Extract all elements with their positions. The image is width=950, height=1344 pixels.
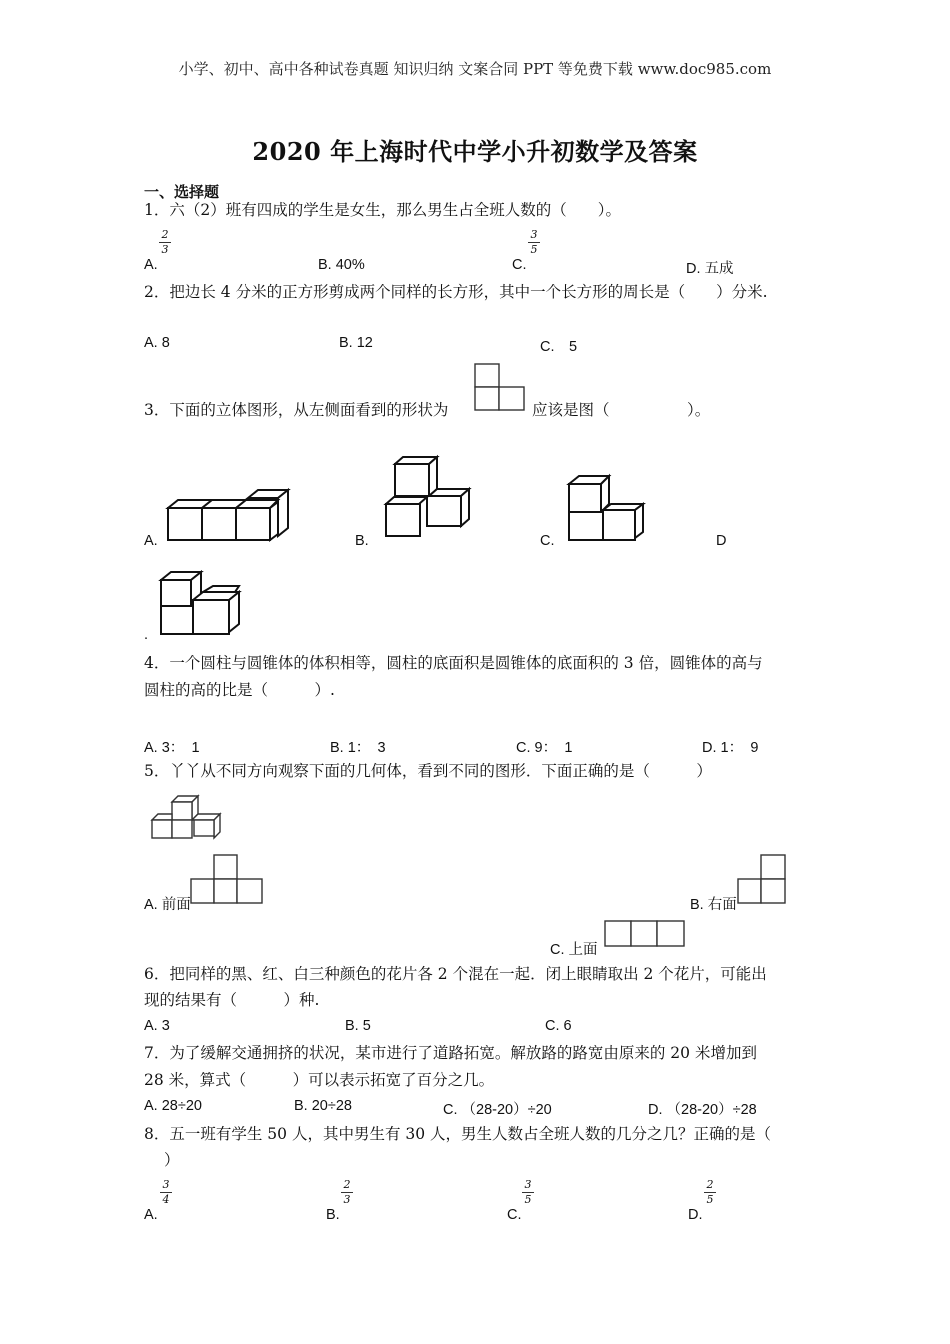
question-8-text-line2: ） [164,1151,180,1169]
q8-option-b: B. [326,1207,340,1223]
question-2-text: 2．把边长 4 分米的正方形剪成两个同样的长方形，其中一个长方形的周长是（ ）分米. [144,283,768,301]
q3-option-c: C. [540,533,555,549]
q2-option-c: C. 5 [540,339,578,355]
q1-fraction-a: 2 3 [159,229,171,256]
question-6-text-line2: 现的结果有（ ）种. [144,991,320,1009]
q3-figure-b [385,456,471,538]
q7-option-d: D. （28-20）÷28 [648,1102,757,1118]
q1-option-a: A. [144,257,158,273]
q3-option-a: A. [144,533,158,549]
q1-option-d: D. 五成 [686,261,734,277]
q7-option-c: C. （28-20）÷20 [443,1102,552,1118]
q5-option-b: B. 右面 [690,897,737,913]
q5-option-c: C. 上面 [550,942,598,958]
q8-fraction-d: 2 5 [704,1179,716,1206]
q8-option-a: A. [144,1207,158,1223]
q7-option-a: A. 28÷20 [144,1098,202,1114]
question-8-text-line1: 8．五一班有学生 50 人，其中男生有 30 人，男生人数占全班人数的几分之几？正确的是（ [144,1125,772,1143]
page-header: 小学、初中、高中各种试卷真题 知识归纳 文案合同 PPT 等免费下载 www.doc985.com [178,60,772,78]
q8-option-d: D. [688,1207,703,1223]
q3-left-view-figure [474,363,526,411]
q5-front-view-figure [190,854,264,904]
q3-figure-c [567,474,645,542]
question-3-text-end: 应该是图（ ）。 [532,401,711,419]
question-4-text-line1: 4．一个圆柱与圆锥体的体积相等，圆柱的底面积是圆锥体的底面积的 3 倍，圆锥体的高与 [144,654,763,672]
q6-option-b: B. 5 [345,1018,371,1034]
q6-option-c: C. 6 [545,1018,572,1034]
q1-option-c: C. [512,257,527,273]
q4-option-a: A. 3： 1 [144,740,200,756]
q3-figure-a [166,488,290,543]
section-heading: 一、选择题 [144,183,220,201]
q4-option-c: C. 9： 1 [516,740,573,756]
question-6-text-line1: 6．把同样的黑、红、白三种颜色的花片各 2 个混在一起．闭上眼睛取出 2 个花片，可能出 [144,965,767,983]
q5-right-view-figure [737,854,787,904]
q8-fraction-c: 3 5 [522,1179,534,1206]
q1-option-b: B. 40% [318,257,365,273]
q6-option-a: A. 3 [144,1018,170,1034]
question-3-text: 3．下面的立体图形，从左侧面看到的形状为 [144,401,449,419]
question-5-text: 5．丫丫从不同方向观察下面的几何体，看到不同的图形．下面正确的是（ ） [144,762,712,780]
question-7-text-line1: 7．为了缓解交通拥挤的状况，某市进行了道路拓宽。解放路的路宽由原来的 20 米增加到 [144,1044,757,1062]
q1-fraction-c: 3 5 [528,229,540,256]
q5-solid-figure [150,794,222,840]
q5-top-view-figure [604,920,686,948]
page-title: 2020 年上海时代中学小升初数学及答案 [252,137,698,166]
q3-option-d: D [716,533,727,549]
question-1-text: 1．六（2）班有四成的学生是女生，那么男生占全班人数的（ ）。 [144,201,621,219]
q4-option-b: B. 1： 3 [330,740,386,756]
q3-option-d-end: . [144,627,149,643]
q2-option-a: A. 8 [144,335,170,351]
q3-option-b: B. [355,533,369,549]
q8-option-c: C. [507,1207,522,1223]
q3-figure-d [159,570,243,636]
q5-option-a: A. 前面 [144,897,191,913]
q2-option-b: B. 12 [339,335,373,351]
q8-fraction-a: 3 4 [160,1179,172,1206]
q8-fraction-b: 2 3 [341,1179,353,1206]
question-4-text-line2: 圆柱的高的比是（ ）. [144,681,335,699]
q4-option-d: D. 1： 9 [702,740,759,756]
question-7-text-line2: 28 米，算式（ ）可以表示拓宽了百分之几。 [144,1071,495,1089]
q7-option-b: B. 20÷28 [294,1098,352,1114]
